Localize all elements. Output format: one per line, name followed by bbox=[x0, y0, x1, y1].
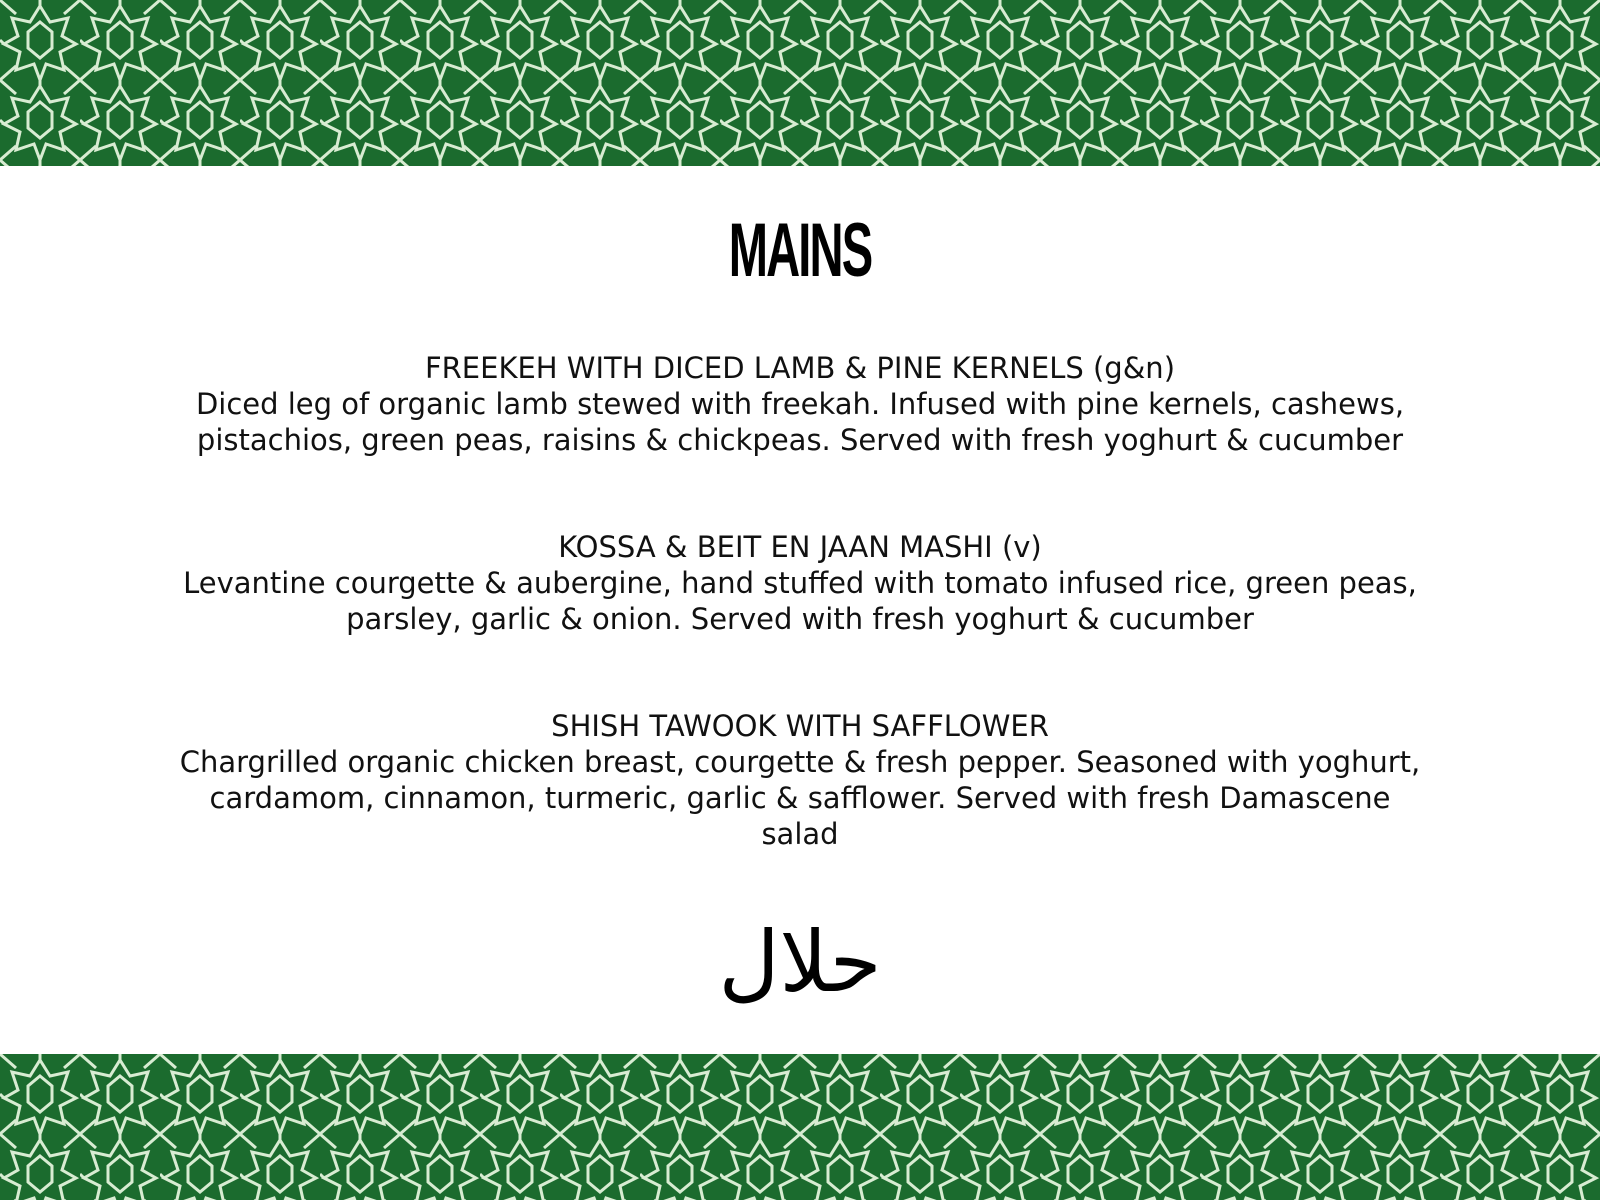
top-geometric-pattern bbox=[0, 0, 1600, 166]
menu-item-freekeh bbox=[120, 350, 1480, 458]
description-line: parsley, garlic & onion. Served with fresh yoghurt & cucumber bbox=[346, 602, 1254, 636]
menu-item-name: KOSSA & BEIT EN JAAN MASHI (v) bbox=[558, 530, 1042, 564]
menu-items-list bbox=[120, 350, 1480, 923]
description-line: Chargrilled organic chicken breast, courgette & fresh pepper. Seasoned with yoghurt, bbox=[179, 745, 1421, 779]
description-line: pistachios, green peas, raisins & chickpeas. Served with fresh yoghurt & cucumber bbox=[196, 423, 1404, 457]
top-pattern-band bbox=[0, 0, 1600, 166]
bottom-pattern-band bbox=[0, 1054, 1600, 1200]
description-line: Levantine courgette & aubergine, hand stuffed with tomato infused rice, green peas, bbox=[183, 566, 1417, 600]
halal-label: حلال bbox=[718, 913, 882, 1011]
description-line: salad bbox=[761, 817, 839, 851]
bottom-geometric-pattern bbox=[0, 1054, 1600, 1200]
menu-item-description bbox=[120, 744, 1480, 852]
menu-item-kossa bbox=[120, 529, 1480, 637]
menu-item-shish-tawook bbox=[120, 708, 1480, 852]
section-title: MAINS bbox=[728, 208, 872, 293]
description-line: Diced leg of organic lamb stewed with freekah. Infused with pine kernels, cashews, bbox=[195, 387, 1405, 421]
menu-item-name: FREEKEH WITH DICED LAMB & PINE KERNELS (g&n) bbox=[424, 351, 1176, 385]
menu-item-description bbox=[120, 565, 1480, 637]
description-line: cardamom, cinnamon, turmeric, garlic & safflower. Served with fresh Damascene bbox=[209, 781, 1391, 815]
menu-item-name: SHISH TAWOOK WITH SAFFLOWER bbox=[551, 709, 1049, 743]
menu-item-description bbox=[120, 386, 1480, 458]
